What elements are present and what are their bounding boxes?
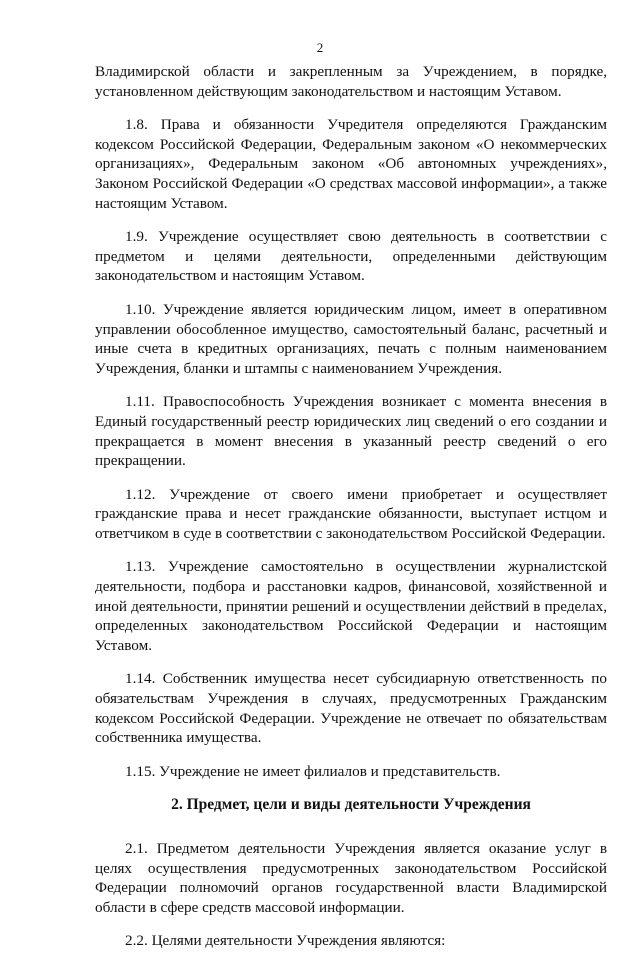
- document-body: [95, 62, 607, 965]
- section-2-heading: 2. Предмет, цели и виды деятельности Учреждения: [171, 796, 531, 814]
- paragraph-1-12: 1.12. Учреждение от своего имени приобретает и осуществляет гражданские права и несет гражданские обязанности, выступает истцом и ответчиком в суде в соответствии с законодательством Российской Федерации.: [95, 485, 607, 542]
- paragraph-1-15: 1.15. Учреждение не имеет филиалов и представительств.: [125, 762, 501, 780]
- paragraph-continuation: Владимирской области и закрепленным за Учреждением, в порядке, установленном действующим законодательством и настоящим Уставом.: [95, 63, 607, 100]
- paragraph-1-9: 1.9. Учреждение осуществляет свою деятельность в соответствии с предметом и целями деятельности, определенными действующим законодательством и настоящим Уставом.: [95, 228, 607, 285]
- paragraph-2-2: 2.2. Целями деятельности Учреждения являются:: [125, 932, 446, 950]
- paragraph-1-8: 1.8. Права и обязанности Учредителя определяются Гражданским кодексом Российской Федерации, Федеральным законом «О некоммерческих организациях», Федеральным законом «Об автономных учреждениях», Законом Российской Федерации «О средствах массовой информации», а также настоящим Уставом.: [95, 116, 607, 212]
- paragraph-1-11: 1.11. Правоспособность Учреждения возникает с момента внесения в Единый государственный реестр юридических лиц сведений о его создании и прекращается в момент внесения в указанный реестр сведений о его прекращении.: [95, 393, 607, 470]
- paragraph-2-1: 2.1. Предметом деятельности Учреждения является оказание услуг в целях осуществления предусмотренных законодательством Российской Федерации полномочий органов государственной власти Владимирской области в сфере средств массовой информации.: [95, 840, 607, 916]
- paragraph-1-14: 1.14. Собственник имущества несет субсидиарную ответственность по обязательствам Учреждения в случаях, предусмотренных Гражданским кодексом Российской Федерации. Учреждение не отвечает по обязательствам собственника имущества.: [95, 670, 607, 747]
- paragraph-1-13: 1.13. Учреждение самостоятельно в осуществлении журналистской деятельности, подбора и расстановки кадров, финансовой, хозяйственной и иной деятельности, принятии решений и осуществлении действий в пределах, определенных законодательством Российской Федерации и настоящим Уставом.: [95, 558, 607, 654]
- page-number: 2: [316, 40, 324, 55]
- paragraph-1-10: 1.10. Учреждение является юридическим лицом, имеет в оперативном управлении обособленное имущество, самостоятельный баланс, расчетный и иные счета в кредитных организациях, печать с полным наименованием Учреждения, бланки и штампы с наименованием Учреждения.: [95, 300, 607, 377]
